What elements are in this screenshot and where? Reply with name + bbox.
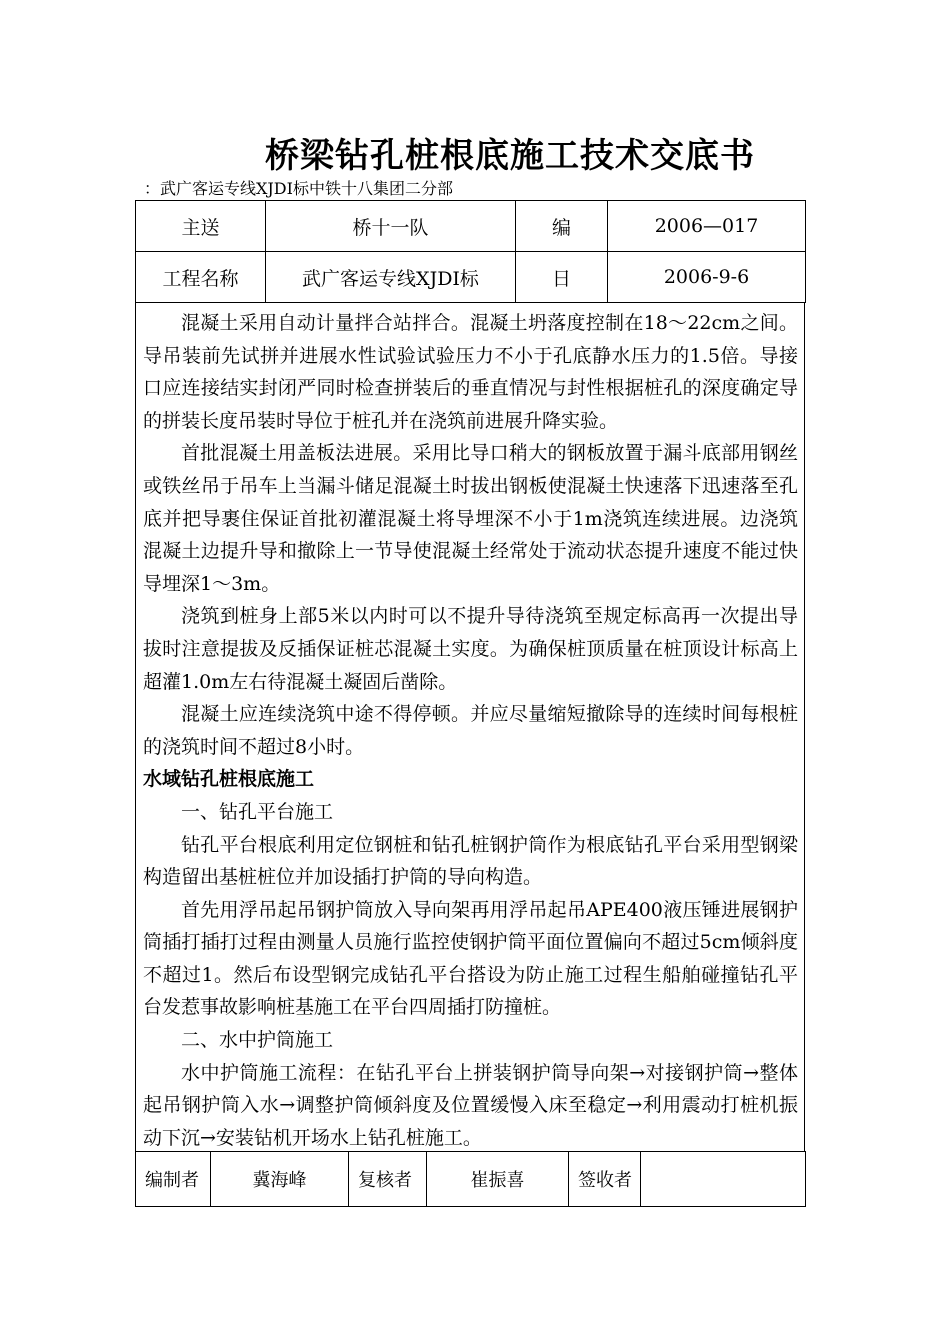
reviewer-label: 复核者 [349,1152,427,1207]
date-value: 2006-9-6 [608,252,806,303]
date-label: 日 [516,252,608,303]
paragraph: 混凝土应连续浇筑中途不得停顿。并应尽量缩短撤除导的连续时间每根桩的浇筑时间不超过8小时。 [143,703,798,758]
header-row-send [136,201,806,252]
send-to-value: 桥十一队 [266,201,516,252]
number-label: 编 [516,201,608,252]
document-title: 桥梁钻孔桩根底施工技术交底书 [265,136,755,176]
receiver-label: 签收者 [569,1152,641,1207]
signature-row [136,1152,806,1207]
header-row-project [136,252,806,303]
subsection-heading: 二、水中护筒施工 [181,1029,334,1052]
paragraph: 首批混凝土用盖板法进展。采用比导口稍大的钢板放置于漏斗底部用钢丝或铁丝吊于吊车上当漏斗储足混凝土时拔出钢板使混凝土快速落下迅速落至孔底并把导裹住保证首批初灌混凝土将导埋深不小于1m浇筑连续进展。边浇筑混凝土边提升导和撤除上一节导使混凝土经常处于流动状态提升速度不能过快导埋深1～3m。 [143,442,798,595]
project-name-label: 工程名称 [136,252,266,303]
receiver-name [641,1152,806,1207]
compiler-label: 编制者 [136,1152,211,1207]
body-content [143,307,798,1154]
document-subtitle: ：武广客运专线XJDI标中铁十八集团二分部 [144,179,453,198]
signature-table [135,1151,806,1207]
paragraph: 首先用浮吊起吊钢护筒放入导向架再用浮吊起吊APE400液压锤进展钢护筒插打插打过程由测量人员施行监控使钢护筒平面位置偏向不超过5cm倾斜度不超过1。然后布设型钢完成钻孔平台搭设为防止施工过程生船舶碰撞钻孔平台发惹事故影响桩基施工在平台四周插打防撞桩。 [143,898,798,1019]
header-table [135,200,806,303]
paragraph: 钻孔平台根底利用定位钢桩和钻孔桩钢护筒作为根底钻孔平台采用型钢梁构造留出基桩桩位并加设插打护筒的导向构造。 [143,833,798,889]
send-to-label: 主送 [136,201,266,252]
compiler-name: 冀海峰 [211,1152,349,1207]
number-value: 2006—017 [608,201,806,252]
reviewer-name: 崔振喜 [427,1152,569,1207]
paragraph: 水中护筒施工流程：在钻孔平台上拼装钢护筒导向架→对接钢护筒→整体起吊钢护筒入水→调整护筒倾斜度及位置缓慢入床至稳定→利用震动打桩机振动下沉→安装钻机开场水上钻孔桩施工。 [143,1061,798,1149]
section-heading: 水域钻孔桩根底施工 [143,768,315,791]
paragraph: 浇筑到桩身上部5米以内时可以不提升导待浇筑至规定标高再一次提出导拔时注意提拔及反插保证桩芯混凝土实度。为确保桩顶质量在桩顶设计标高上超灌1.0m左右待混凝土凝固后凿除。 [143,605,798,693]
paragraph: 混凝土采用自动计量拌合站拌合。混凝土坍落度控制在18～22cm之间。导吊装前先试拼并进展水性试验试验压力不小于孔底静水压力的1.5倍。导接口应连接结实封闭严同时检查拼装后的垂直情况与封性根据桩孔的深度确定导的拼装长度吊装时导位于桩孔并在浇筑前进展升降实验。 [143,312,798,432]
subsection-heading: 一、钻孔平台施工 [181,800,334,823]
project-name-value: 武广客运专线XJDI标 [266,252,516,303]
